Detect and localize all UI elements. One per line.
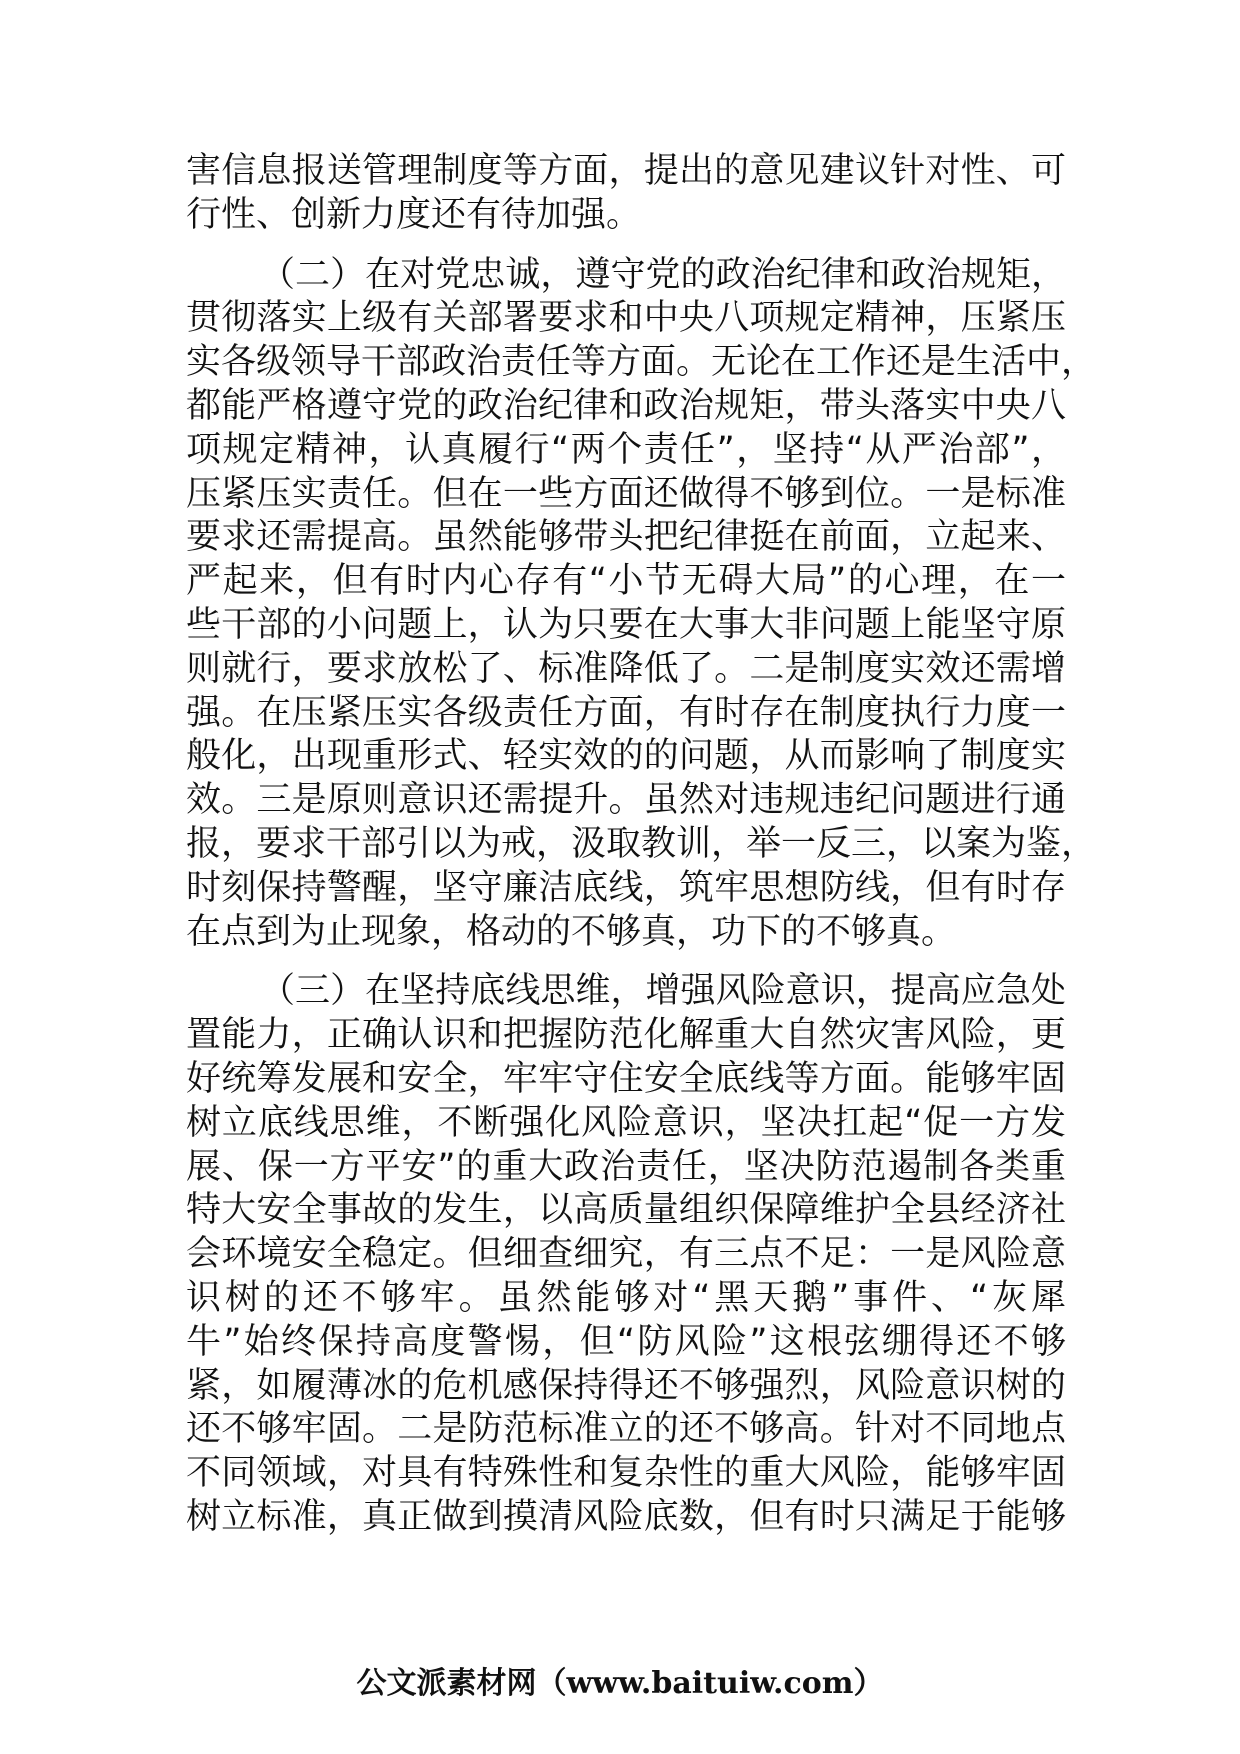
text-line: 都能严格遵守党的政治纪律和政治规矩，带头落实中央八: [186, 385, 1066, 426]
text-line: 紧，如履薄冰的危机感保持得还不够强烈，风险意识树的: [186, 1365, 1066, 1406]
text-line: 牛”始终保持高度警惕，但“防风险”这根弦绷得还不够: [186, 1321, 1066, 1362]
text-line: 压紧压实责任。但在一些方面还做得不够到位。一是标准: [186, 473, 1066, 514]
text-line: 树立标准，真正做到摸清风险底数，但有时只满足于能够: [186, 1496, 1066, 1537]
text-line: 实各级领导干部政治责任等方面。无论在工作还是生活中，: [186, 342, 1097, 383]
text-line: 好统筹发展和安全，牢牢守住安全底线等方面。能够牢固: [186, 1058, 1066, 1099]
text-line: 不同领域，对具有特殊性和复杂性的重大风险，能够牢固: [186, 1453, 1066, 1494]
text-line: 严起来，但有时内心存有“小节无碍大局”的心理，在一: [186, 561, 1066, 602]
text-line: 时刻保持警醒，坚守廉洁底线，筑牢思想防线，但有时存: [186, 867, 1066, 908]
text-line: 在点到为止现象，格动的不够真，功下的不够真。: [186, 911, 957, 952]
text-line: （二）在对党忠诚，遵守党的政治纪律和政治规矩，: [260, 254, 1066, 295]
text-line: 般化，出现重形式、轻实效的的问题，从而影响了制度实: [186, 736, 1066, 777]
text-line: 则就行，要求放松了、标准降低了。二是制度实效还需增: [186, 648, 1066, 689]
footer-watermark: [0, 1658, 1240, 1702]
text-line: 特大安全事故的发生，以高质量组织保障维护全县经济社: [186, 1190, 1066, 1231]
text-line: 害信息报送管理制度等方面，提出的意见建议针对性、可: [186, 151, 1066, 191]
text-line: 还不够牢固。二是防范标准立的还不够高。针对不同地点: [186, 1409, 1066, 1450]
text-line: 强。在压紧压实各级责任方面，有时存在制度执行力度一: [186, 692, 1066, 733]
paragraph-1: [186, 150, 1066, 238]
text-line: 会环境安全稳定。但细查细究，有三点不足：一是风险意: [186, 1234, 1066, 1275]
text-line: 要求还需提高。虽然能够带头把纪律挺在前面，立起来、: [186, 517, 1066, 558]
document-body: [186, 150, 1097, 1556]
text-line: 贯彻落实上级有关部署要求和中央八项规定精神，压紧压: [186, 298, 1066, 339]
text-line: 置能力，正确认识和把握防范化解重大自然灾害风险，更: [186, 1015, 1066, 1056]
text-line: 项规定精神，认真履行“两个责任”，坚持“从严治部”，: [186, 429, 1066, 470]
text-line: 识树的还不够牢。虽然能够对“黑天鹅”事件、“灰犀: [186, 1277, 1066, 1318]
text-line: 报，要求干部引以为戒，汲取教训，举一反三，以案为鉴，: [186, 823, 1097, 864]
paragraph-2: [186, 254, 1097, 955]
text-line: 些干部的小问题上，认为只要在大事大非问题上能坚守原: [186, 604, 1066, 645]
text-line: 展、保一方平安”的重大政治责任，坚决防范遏制各类重: [186, 1146, 1066, 1187]
text-line: 行性、创新力度还有待加强。: [186, 194, 642, 235]
footer-text: 公文派素材网（www.baituiw.com）: [356, 1666, 884, 1701]
paragraph-3: [186, 970, 1066, 1539]
text-line: 树立底线思维，不断强化风险意识，坚决扛起“促一方发: [186, 1102, 1066, 1143]
text-line: 效。三是原则意识还需提升。虽然对违规违纪问题进行通: [186, 780, 1066, 821]
text-line: （三）在坚持底线思维，增强风险意识，提高应急处: [260, 971, 1066, 1012]
